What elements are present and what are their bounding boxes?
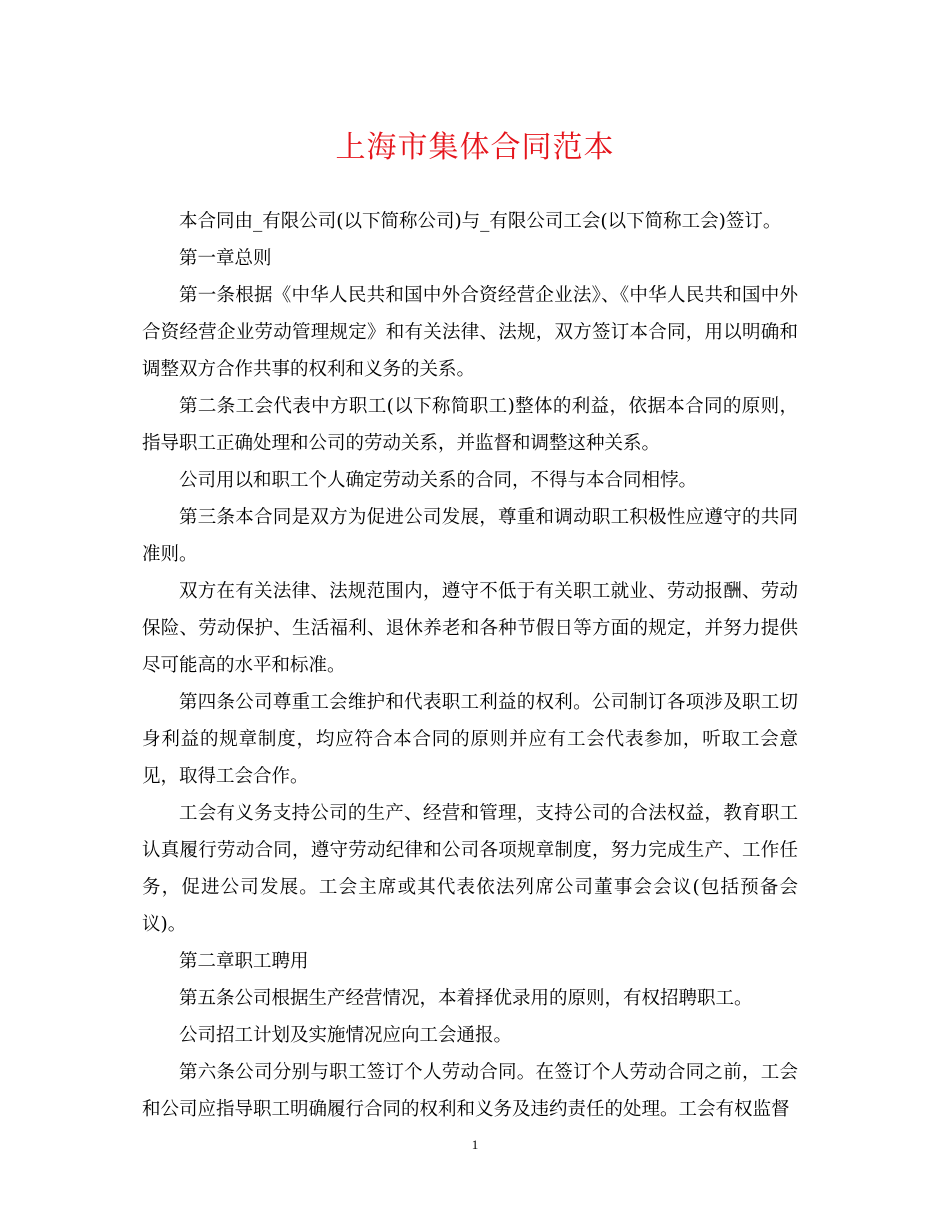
paragraph: 第四条公司尊重工会维护和代表职工利益的权利。公司制订各项涉及职工切身利益的规章制度，均应符合本合同的原则并应有工会代表参加，听取工会意见，取得工会合作。 [142, 692, 798, 787]
chapter-heading: 第一章总则 [179, 248, 272, 269]
document-body [142, 203, 798, 1128]
chapter-heading: 第二章职工聘用 [179, 951, 309, 972]
paragraph: 本合同由_有限公司(以下简称公司)与_有限公司工会(以下简称工会)签订。 [179, 211, 782, 232]
paragraph: 第二条工会代表中方职工(以下称简职工)整体的利益，依据本合同的原则，指导职工正确处理和公司的劳动关系，并监督和调整这种关系。 [142, 396, 798, 454]
paragraph: 第五条公司根据生产经营情况，本着择优录用的原则，有权招聘职工。 [179, 988, 753, 1009]
paragraph: 公司用以和职工个人确定劳动关系的合同，不得与本合同相悖。 [179, 470, 698, 491]
paragraph: 工会有义务支持公司的生产、经营和管理，支持公司的合法权益，教育职工认真履行劳动合同，遵守劳动纪律和公司各项规章制度，努力完成生产、工作任务，促进公司发展。工会主席或其代表依法列席公司董事会会议(包括预备会议)。 [142, 803, 798, 935]
page-number: 1 [471, 1137, 479, 1152]
paragraph: 公司招工计划及实施情况应向工会通报。 [179, 1025, 513, 1046]
paragraph: 第一条根据《中华人民共和国中外合资经营企业法》、《中华人民共和国中外合资经营企业劳动管理规定》和有关法律、法规，双方签订本合同，用以明确和调整双方合作共事的权利和义务的关系。 [142, 285, 798, 380]
paragraph: 第六条公司分别与职工签订个人劳动合同。在签订个人劳动合同之前，工会和公司应指导职工明确履行合同的权利和义务及违约责任的处理。工会有权监督 [142, 1062, 798, 1120]
paragraph: 双方在有关法律、法规范围内，遵守不低于有关职工就业、劳动报酬、劳动保险、劳动保护、生活福利、退休养老和各种节假日等方面的规定，并努力提供尽可能高的水平和标准。 [142, 581, 798, 676]
document-title: 上海市集体合同范本 [335, 130, 615, 165]
paragraph: 第三条本合同是双方为促进公司发展，尊重和调动职工积极性应遵守的共同准则。 [142, 507, 798, 565]
